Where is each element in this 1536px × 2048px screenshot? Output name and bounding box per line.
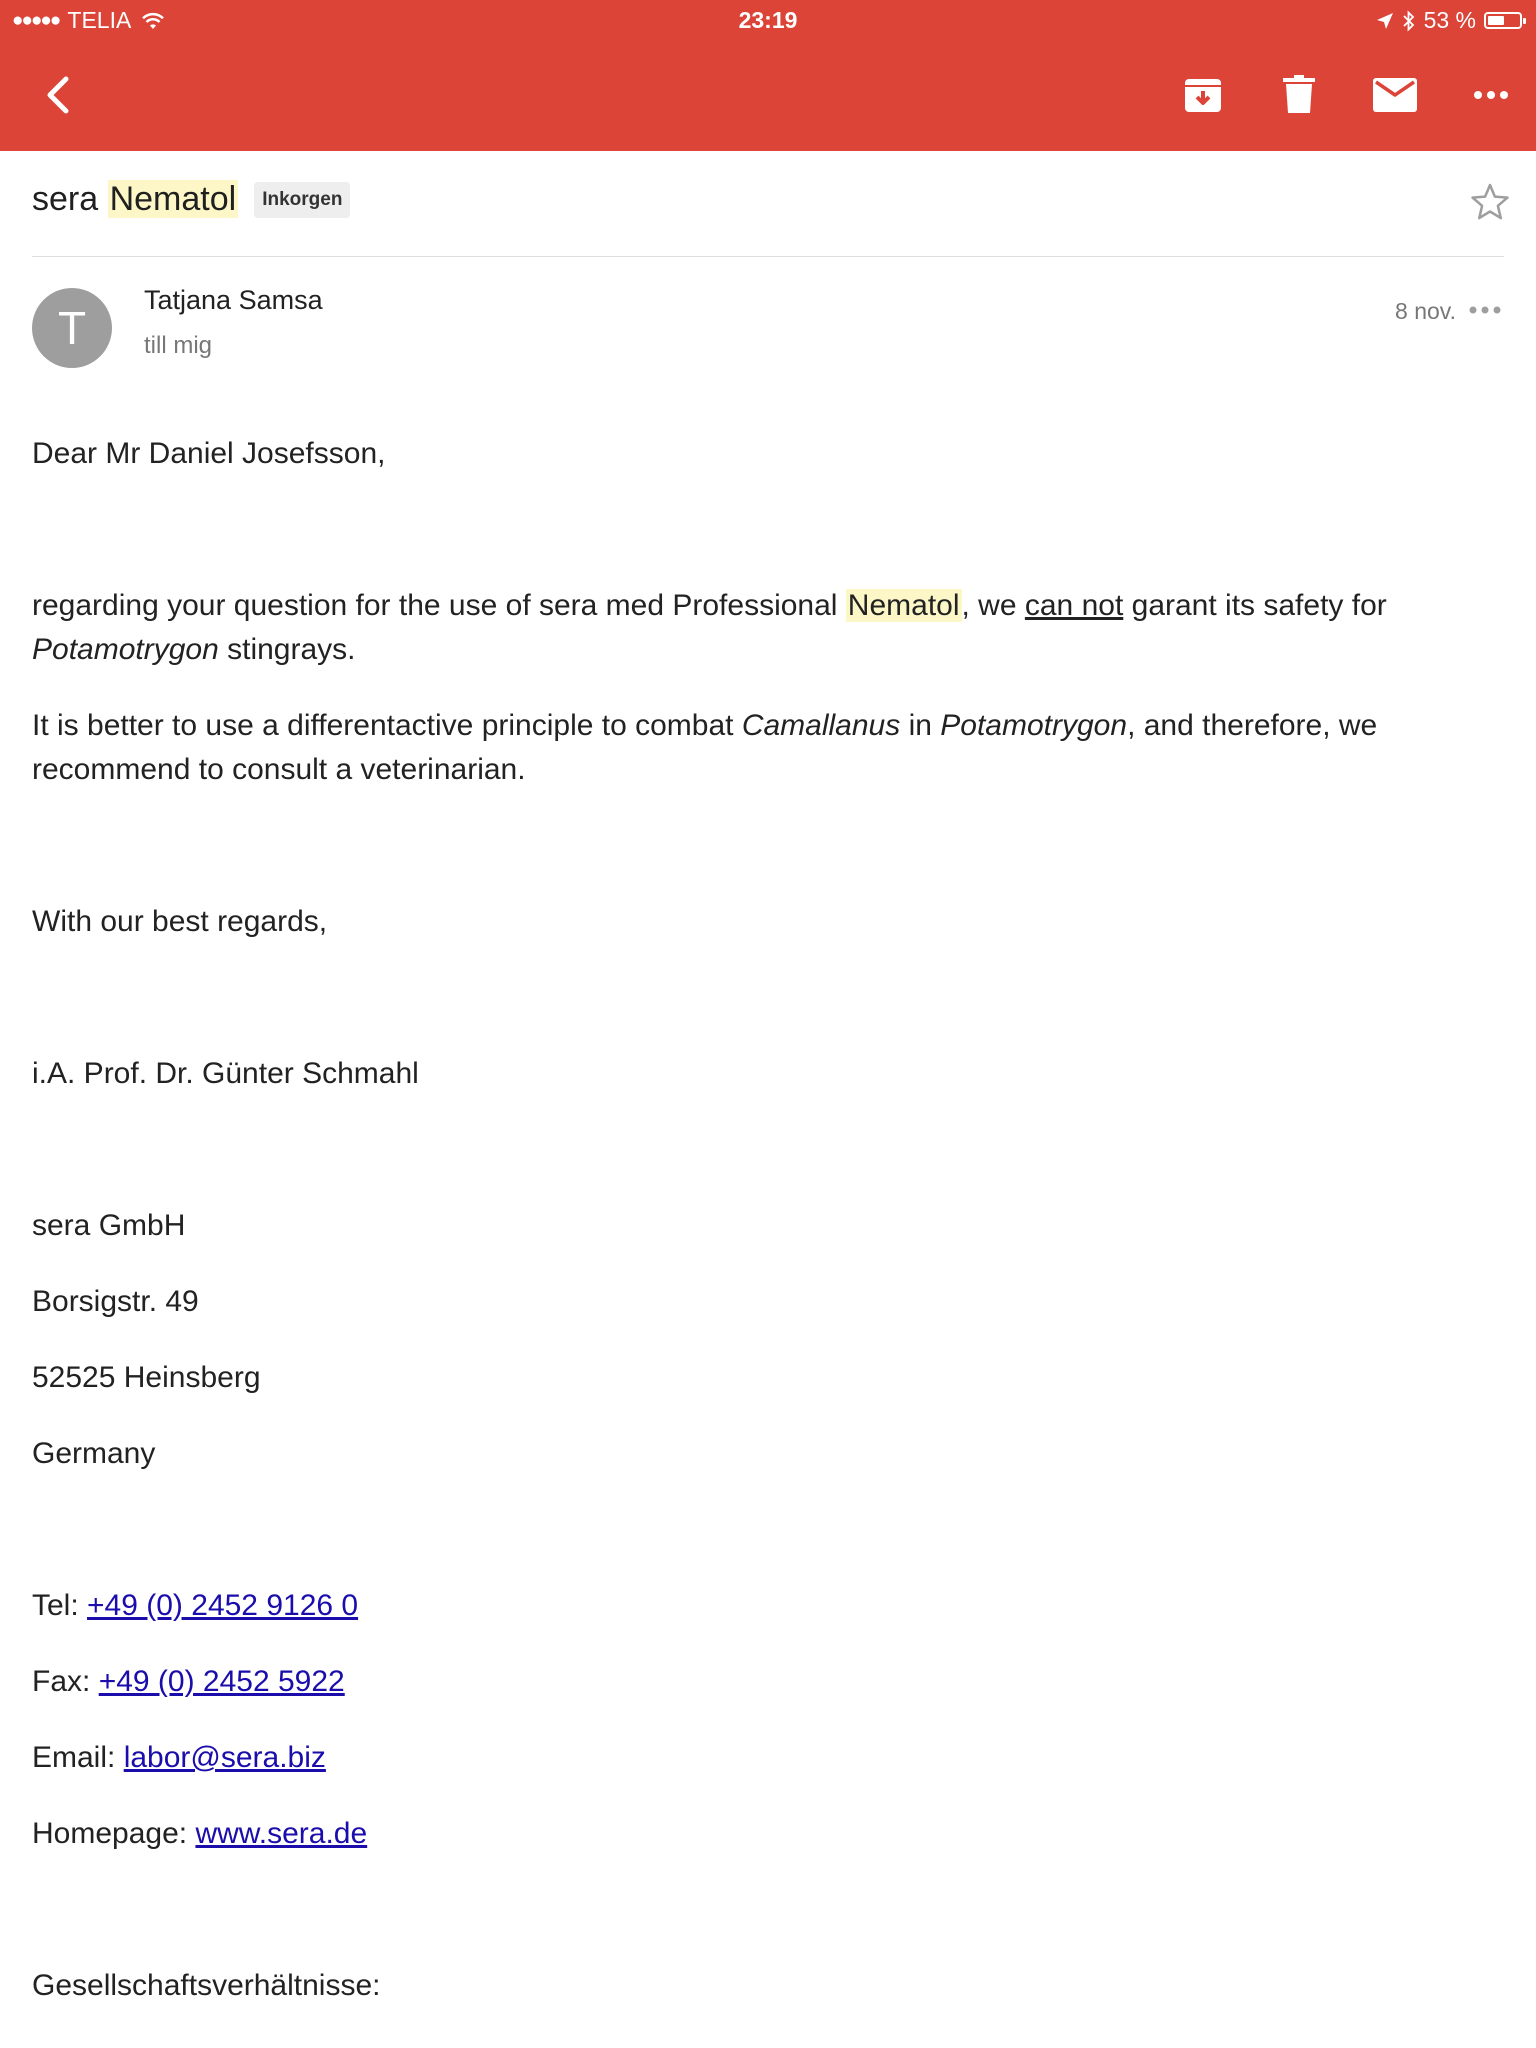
- delete-button[interactable]: [1276, 72, 1322, 118]
- location-arrow-icon: [1376, 12, 1394, 30]
- italic-text: Camallanus: [741, 709, 901, 742]
- subject-row: [32, 180, 350, 219]
- homepage-line: [32, 1812, 1472, 1856]
- top-bar: [0, 0, 1536, 151]
- text-run: in: [900, 709, 941, 742]
- text-run: , we: [961, 589, 1025, 622]
- sender-name: Tatjana Samsa: [144, 285, 323, 315]
- greeting: Dear Mr Daniel Josefsson,: [32, 437, 386, 470]
- italic-text: Potamotrygon: [940, 709, 1128, 742]
- more-icon: [1468, 298, 1502, 322]
- tel-label: Tel:: [32, 1589, 88, 1622]
- battery-percent: 53 %: [1423, 7, 1476, 33]
- text-run: regarding your question for the use of sera med Professional: [32, 589, 846, 622]
- email-subject: [32, 180, 238, 219]
- homepage-link[interactable]: www.sera.de: [195, 1817, 368, 1850]
- fax-label: Fax:: [32, 1665, 99, 1698]
- archive-icon: [1183, 75, 1223, 115]
- mark-unread-button[interactable]: [1372, 72, 1418, 118]
- recipient-summary[interactable]: till mig: [144, 332, 213, 359]
- underlined-text: can not: [1024, 589, 1124, 622]
- text-run: stingrays.: [218, 633, 356, 666]
- email-label: Email:: [32, 1741, 124, 1774]
- email-line: [32, 1736, 1472, 1780]
- signal-strength-icon: ●●●●●: [12, 9, 60, 31]
- tel-line: [32, 1584, 1472, 1628]
- email-link[interactable]: labor@sera.biz: [123, 1741, 326, 1774]
- search-highlight: Nematol: [847, 589, 960, 622]
- body-paragraph-1: [32, 584, 1472, 672]
- mail-icon: [1373, 78, 1417, 112]
- tel-link[interactable]: +49 (0) 2452 9126 0: [87, 1589, 359, 1622]
- city: 52525 Heinsberg: [32, 1361, 261, 1394]
- back-arrow-icon: [42, 75, 72, 115]
- battery-fill: [1488, 16, 1504, 25]
- subject-highlight: Nematol: [109, 180, 237, 218]
- message-more-button[interactable]: [1468, 298, 1502, 322]
- fax-line: [32, 1660, 1472, 1704]
- star-icon: [1470, 182, 1510, 222]
- more-options-button[interactable]: [1468, 72, 1514, 118]
- divider: [32, 256, 1504, 257]
- back-button[interactable]: [34, 72, 80, 118]
- text-run: , and therefore, we recommend to consult a veterinarian.: [32, 709, 1378, 786]
- closing: With our best regards,: [32, 905, 328, 938]
- text-run: garant its safety for: [1123, 589, 1387, 622]
- email-date: 8 nov.: [1395, 298, 1456, 324]
- inbox-label-chip[interactable]: Inkorgen: [254, 182, 350, 218]
- signature: i.A. Prof. Dr. Günter Schmahl: [32, 1057, 419, 1090]
- battery-icon: [1484, 12, 1522, 29]
- more-icon: [1473, 90, 1509, 100]
- text-run: It is better to use a differentactive principle to combat: [32, 709, 742, 742]
- clock: 23:19: [738, 7, 798, 33]
- status-bar: [0, 0, 1536, 42]
- footer-heading: Gesellschaftsverhältnisse:: [32, 1969, 381, 2002]
- subject-prefix: sera: [32, 180, 99, 218]
- italic-text: Potamotrygon: [32, 633, 219, 666]
- bluetooth-icon: [1402, 10, 1416, 32]
- country: Germany: [32, 1437, 156, 1470]
- avatar[interactable]: T: [32, 288, 112, 368]
- archive-button[interactable]: [1180, 72, 1226, 118]
- body-paragraph-2: [32, 704, 1472, 792]
- carrier-name: TELIA: [67, 7, 132, 33]
- company-name: sera GmbH: [32, 1209, 186, 1242]
- trash-icon: [1283, 75, 1315, 115]
- fax-link[interactable]: +49 (0) 2452 5922: [98, 1665, 345, 1698]
- homepage-label: Homepage:: [32, 1817, 196, 1850]
- star-button[interactable]: [1470, 182, 1514, 226]
- street-address: Borsigstr. 49: [32, 1285, 199, 1318]
